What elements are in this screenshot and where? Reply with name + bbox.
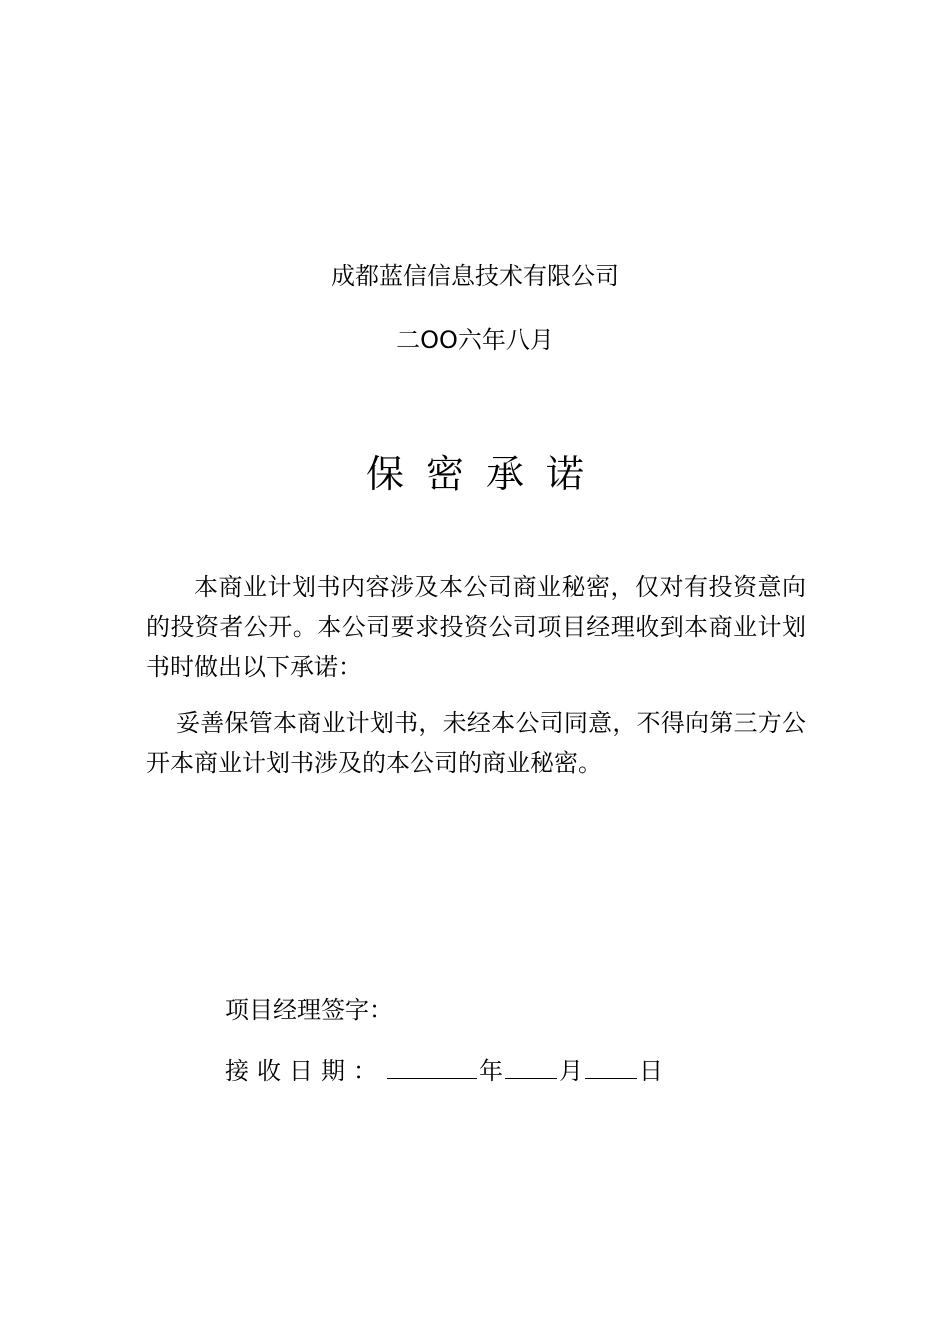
document-date: 二OO六年八月 — [396, 326, 554, 354]
manager-signature-label: 项目经理签字： — [225, 996, 393, 1024]
commitment-paragraph: 妥善保管本商业计划书，未经本公司同意，不得向第三方公开本商业计划书涉及的本公司的商业秘密。 — [146, 709, 806, 777]
confidentiality-paragraph: 本商业计划书内容涉及本公司商业秘密，仅对有投资意向的投资者公开。本公司要求投资公司项目经理收到本商业计划书时做出以下承诺： — [146, 573, 806, 681]
month-blank — [505, 1054, 557, 1079]
day-blank — [585, 1054, 637, 1079]
day-label: 日 — [639, 1057, 663, 1085]
receive-date-label: 接收日期： — [225, 1057, 385, 1085]
year-blank — [387, 1054, 477, 1079]
month-label: 月 — [559, 1057, 583, 1085]
page-title: 保密承诺 — [365, 452, 606, 496]
year-label: 年 — [479, 1057, 503, 1085]
company-name: 成都蓝信信息技术有限公司 — [331, 262, 619, 290]
receive-date-line — [225, 1053, 663, 1089]
